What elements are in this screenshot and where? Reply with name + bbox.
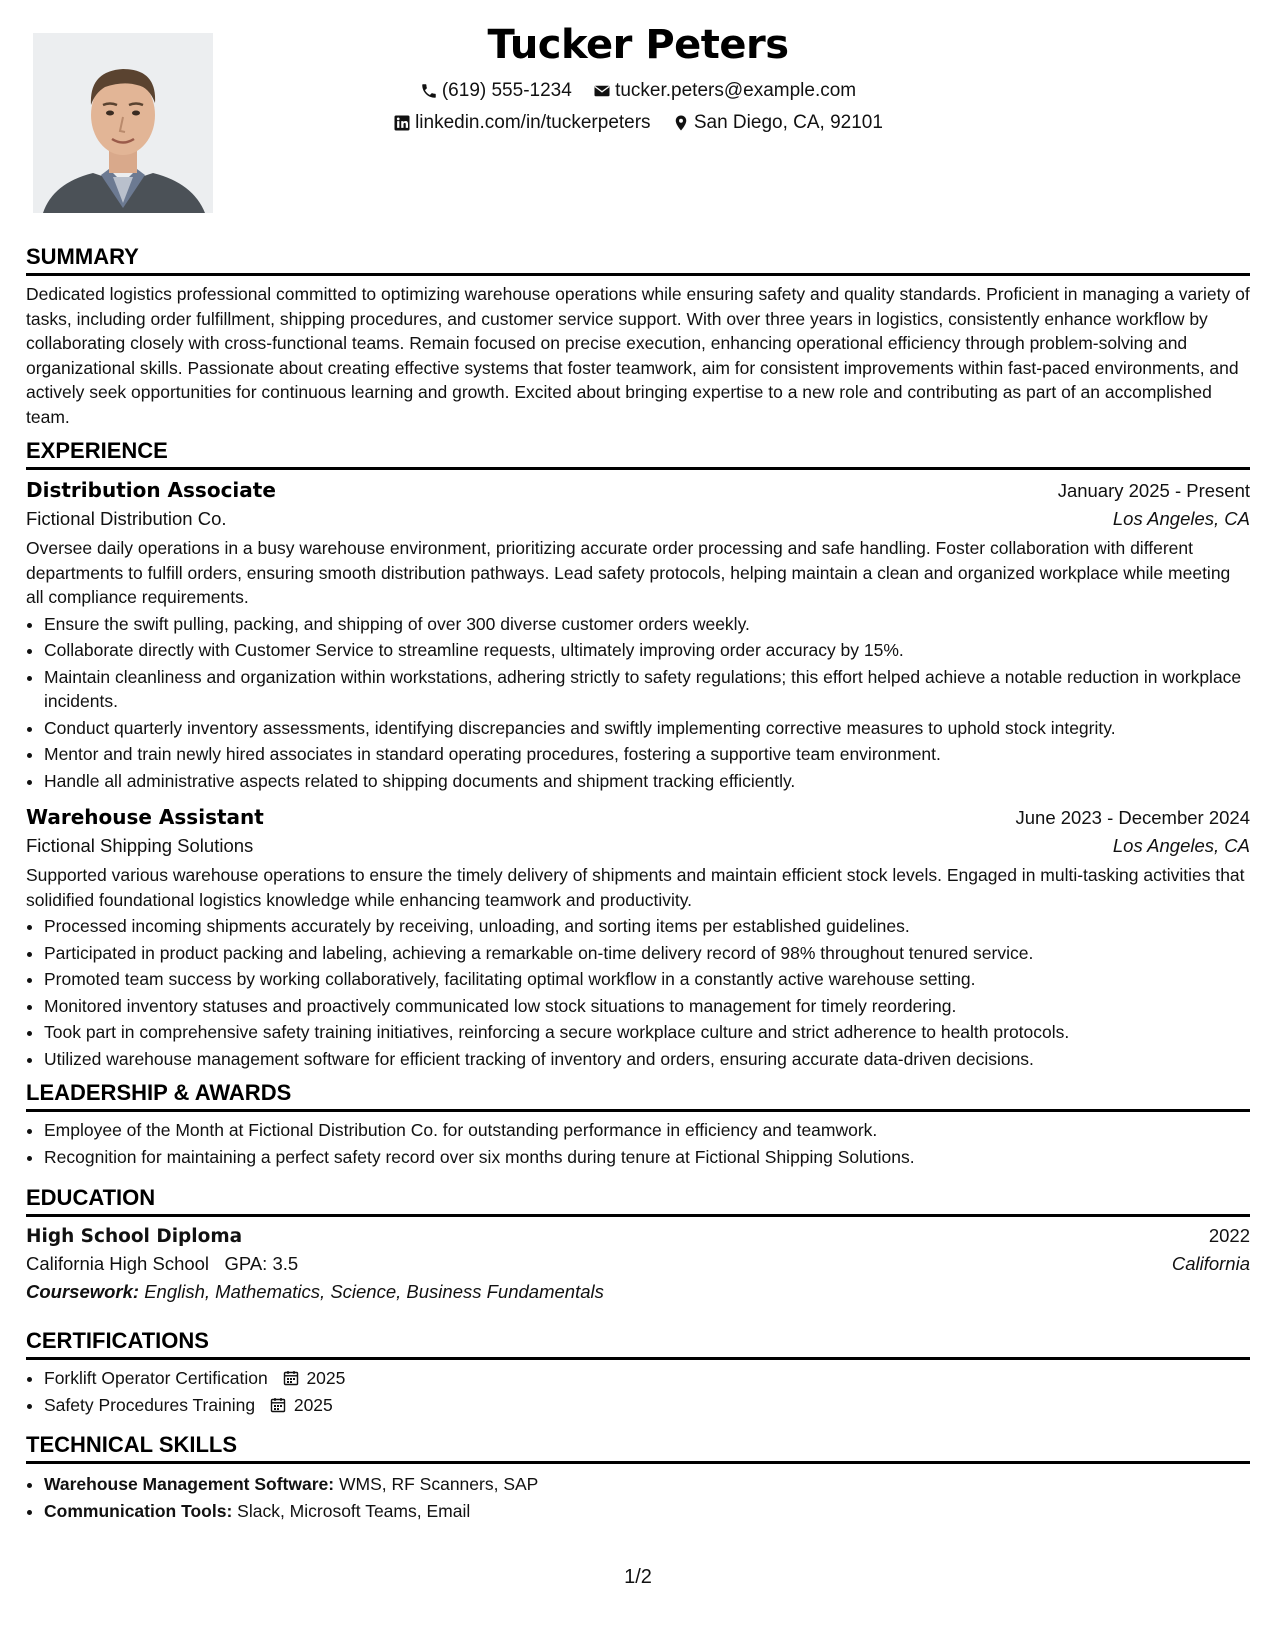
section-title-leadership: LEADERSHIP & AWARDS [26,1080,1250,1112]
page-number: 1/2 [624,1566,652,1588]
location-contact [672,112,883,134]
list-item: • Recognition for maintaining a perfect safety record over six months during tenure at Fictional Shipping Solutions. [44,1145,1250,1170]
list-item: • Collaborate directly with Customer Service to streamline requests, ultimately improving order accuracy by 15%. [44,638,1250,663]
skill-category: Warehouse Management Software: [44,1474,335,1494]
gpa: GPA: 3.5 [224,1253,299,1274]
linkedin-text[interactable]: linkedin.com/in/tuckerpeters [415,112,651,133]
list-item: • Utilized warehouse management software for efficient tracking of inventory and orders, ensuring accurate data-driven decisions. [44,1047,1250,1072]
job-entry [26,805,1250,1071]
school-name: California High School [26,1253,210,1274]
certifications-list [26,1366,1250,1417]
job-header [26,805,1250,829]
envelope-icon [593,82,611,100]
map-pin-icon [672,114,690,132]
list-item: • Monitored inventory statuses and proactively communicated low stock situations to management for timely reordering. [44,994,1250,1019]
calendar-icon [283,1368,299,1384]
certification-year: 2025 [293,1394,333,1415]
job-description: Supported various warehouse operations to ensure the timely delivery of shipments and maintain efficient stock levels. Engaged in multi-tasking activities that solidified foundational logistics knowledge while enhancing teamwork and productivity. [26,865,1245,910]
phone-icon [420,82,438,100]
email-contact[interactable] [593,80,856,102]
job-company: Fictional Shipping Solutions [26,835,254,856]
coursework [26,1281,1250,1303]
list-item: • Conduct quarterly inventory assessments, identifying discrepancies and swiftly implementing corrective measures to uphold stock integrity. [44,716,1250,741]
skills-section [26,1432,1250,1525]
job-dates: June 2023 - December 2024 [1015,807,1250,828]
resume-header [26,0,1250,230]
list-item: • Ensure the swift pulling, packing, and shipping of over 300 diverse customer orders weekly. [44,612,1250,637]
job-bullets [26,914,1250,1071]
contact-row-2 [26,112,1250,138]
phone-text: (619) 555-1234 [441,80,572,101]
job-title: Distribution Associate [26,478,276,502]
linkedin-contact[interactable] [393,112,651,134]
list-item: • Mentor and train newly hired associates in standard operating procedures, fostering a supportive team environment. [44,742,1250,767]
skill-category: Communication Tools: [44,1500,233,1521]
certifications-section [26,1328,1250,1419]
resume-page [26,0,1250,1588]
experience-section [26,438,1250,1073]
certification-name: Forklift Operator Certification [44,1368,268,1388]
section-title-skills: TECHNICAL SKILLS [26,1432,1250,1464]
skills-list [26,1472,1250,1523]
list-item: • Maintain cleanliness and organization within workstations, adhering strictly to safety regulations; this effort helped achieve a notable reduction in workplace incidents. [44,665,1250,714]
skill-values: Slack, Microsoft Teams, Email [237,1500,471,1521]
list-item: • Took part in comprehensive safety training initiatives, reinforcing a secure workplace culture and strict adherence to health protocols. [44,1020,1250,1045]
list-item [44,1393,1250,1418]
education-header [26,1225,1250,1247]
section-title-experience: EXPERIENCE [26,438,1250,470]
school-info [26,1253,298,1275]
section-title-education: EDUCATION [26,1185,1250,1217]
list-item [44,1366,1250,1391]
job-subheader [26,835,1250,857]
certification-name: Safety Procedures Training [44,1394,256,1415]
coursework-list: English, Mathematics, Science, Business Fundamentals [144,1281,604,1302]
coursework-label: Coursework: [26,1281,140,1302]
job-header [26,478,1250,502]
location-text: San Diego, CA, 92101 [693,112,883,133]
calendar-icon [270,1395,286,1411]
skill-values: WMS, RF Scanners, SAP [338,1474,539,1494]
job-bullets [26,612,1250,794]
list-item: • Processed incoming shipments accurately by receiving, unloading, and sorting items per established guidelines. [44,914,1250,939]
summary-text: Dedicated logistics professional committed to optimizing warehouse operations while ensuring safety and quality standards. Proficient in managing a variety of tasks, including order fulfillment, shipping procedures, and customer service support. With over three years in logistics, consistently enhance workflow by collaborating closely with cross-functional teams. Remain focused on precise execution, enhancing operational efficiency through problem-solving and organizational skills. Passionate about creating effective systems that foster teamwork, aim for consistent improvements within fast-paced environments, and actively seek opportunities for continuous learning and growth. Excited about bringing expertise to a new role and contributing as part of an accomplished team. [26,284,1250,427]
list-item: • Promoted team success by working collaboratively, facilitating optimal workflow in a constantly active warehouse setting. [44,967,1250,992]
job-location: Los Angeles, CA [1112,835,1250,856]
job-entry [26,478,1250,793]
graduation-year: 2022 [1208,1225,1250,1246]
job-subheader [26,508,1250,530]
job-dates: January 2025 - Present [1057,480,1250,501]
job-company: Fictional Distribution Co. [26,508,227,529]
job-description: Oversee daily operations in a busy warehouse environment, prioritizing accurate order processing and safe handling. Foster collaboration with different departments to fulfill orders, ensuring smooth distribution pathways. Lead safety protocols, helping maintain a clean and organized workplace while meeting all compliance requirements. [26,538,1231,607]
list-item [44,1499,1250,1524]
leadership-section [26,1080,1250,1171]
education-subheader [26,1253,1250,1275]
job-title: Warehouse Assistant [26,805,264,829]
list-item [44,1472,1250,1497]
email-text[interactable]: tucker.peters@example.com [615,80,857,101]
degree-title: High School Diploma [26,1226,243,1247]
section-title-certifications: CERTIFICATIONS [26,1328,1250,1360]
section-title-summary: SUMMARY [26,244,1250,276]
summary-section [26,244,1250,429]
contact-row-1 [26,80,1250,106]
certification-year: 2025 [306,1368,346,1388]
list-item: • Employee of the Month at Fictional Distribution Co. for outstanding performance in efficiency and teamwork. [44,1118,1250,1143]
phone-contact [420,80,572,102]
list-item: • Handle all administrative aspects related to shipping documents and shipment tracking efficiently. [44,769,1250,794]
job-location: Los Angeles, CA [1112,508,1250,529]
school-location: California [1171,1253,1250,1274]
candidate-name: Tucker Peters [487,22,789,68]
list-item: • Participated in product packing and labeling, achieving a remarkable on-time delivery record of 98% throughout tenured service. [44,941,1250,966]
linkedin-icon [393,114,411,132]
education-section [26,1185,1250,1303]
leadership-list [26,1118,1250,1169]
